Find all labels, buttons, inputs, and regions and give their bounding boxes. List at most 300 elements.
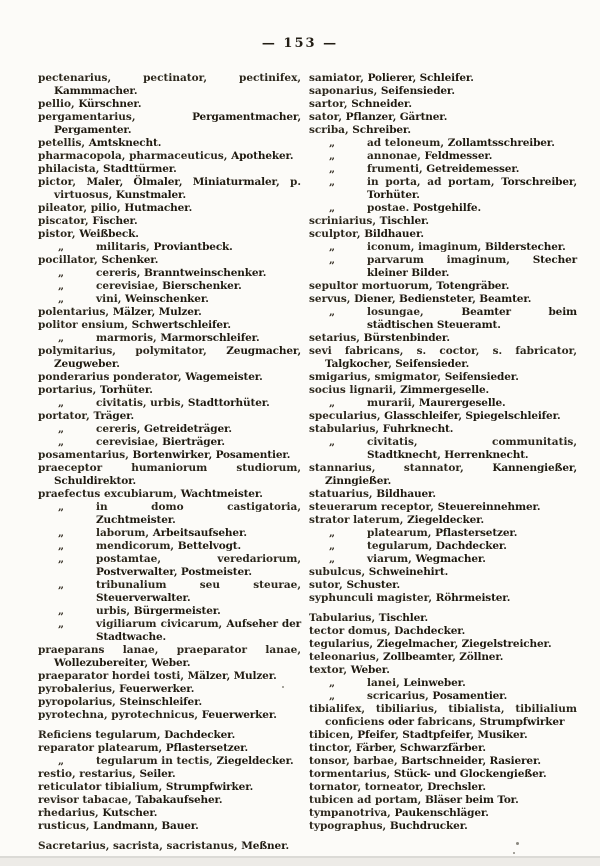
- latin-term: tegularum in tectis,: [96, 755, 217, 767]
- sub-entry-line: [309, 163, 577, 176]
- entry-line: [309, 703, 577, 729]
- ditto-mark: „: [58, 436, 65, 448]
- german-term: Bilderstecher.: [485, 241, 566, 253]
- ditto-mark: „: [329, 254, 336, 266]
- ditto-mark: „: [58, 280, 65, 292]
- entry-line: [38, 644, 301, 670]
- german-term: Polierer, Schleifer.: [367, 72, 474, 84]
- latin-term: pictor,: [38, 176, 87, 188]
- scan-speck: [513, 852, 515, 854]
- entry-line: [309, 371, 577, 384]
- latin-term: militaris,: [96, 241, 154, 253]
- german-term: Totengräber.: [436, 280, 510, 292]
- entry-line: [38, 176, 301, 202]
- entry-line: [309, 820, 577, 833]
- german-term: Stück- und Glockengießer.: [393, 768, 547, 780]
- latin-term: pellio,: [38, 98, 79, 110]
- german-term: Kammmacher.: [54, 85, 138, 97]
- ditto-mark: „: [329, 241, 336, 253]
- latin-term: reticulator tibialium,: [38, 781, 166, 793]
- german-term: Strumpfwirker.: [165, 781, 254, 793]
- entry-line: [38, 137, 301, 150]
- german-term: Torschreiber, Torhüter.: [367, 176, 577, 201]
- latin-term: tympanotriva,: [309, 807, 395, 819]
- entry-line: [309, 625, 577, 638]
- latin-term: tubicen ad portam,: [309, 794, 425, 806]
- sub-entry-line: [309, 436, 577, 462]
- sub-entry-line: [38, 293, 301, 306]
- entry-line: [309, 423, 577, 436]
- german-term: Zollbeamter, Zöllner.: [383, 651, 504, 663]
- latin-term: setarius,: [309, 332, 364, 344]
- sub-entry-line: [309, 137, 577, 150]
- entry-line: [38, 228, 301, 241]
- entry-line: [309, 98, 577, 111]
- section-gap: [38, 833, 301, 840]
- entry-line: [309, 514, 577, 527]
- ditto-mark: „: [329, 137, 336, 149]
- german-term: Dachdecker.: [435, 540, 507, 552]
- ditto-mark: „: [58, 553, 65, 565]
- entry-line: [38, 202, 301, 215]
- entry-line: [309, 410, 577, 423]
- ditto-mark: „: [58, 267, 65, 279]
- german-term: Getreideträger.: [144, 423, 232, 435]
- entry-line: [38, 807, 301, 820]
- latin-term: petellis,: [38, 137, 89, 149]
- latin-term: philacista,: [38, 163, 104, 175]
- entry-line: [309, 755, 577, 768]
- german-term: Steuerverwalter.: [96, 592, 191, 604]
- latin-term: stannarius, stannator,: [309, 462, 493, 474]
- latin-term: tibicen,: [309, 729, 358, 741]
- entry-line: [309, 592, 577, 605]
- german-term: Bortenwirker, Posamentier.: [132, 449, 291, 461]
- latin-term: pocillator,: [38, 254, 102, 266]
- german-term: Fuhrknecht.: [382, 423, 454, 435]
- sub-entry-line: [38, 755, 301, 768]
- german-term: Schreiber.: [352, 124, 411, 136]
- latin-term: cerevisiae,: [96, 280, 163, 292]
- entry-line: [38, 670, 301, 683]
- latin-term: saponarius,: [309, 85, 381, 97]
- latin-term: vini,: [96, 293, 126, 305]
- latin-term: steuerarum receptor,: [309, 501, 438, 513]
- latin-term: sculptor,: [309, 228, 365, 240]
- ditto-mark: „: [329, 306, 336, 318]
- latin-term: tector domus,: [309, 625, 395, 637]
- latin-term: urbis,: [96, 605, 134, 617]
- german-term: Bürgermeister.: [133, 605, 221, 617]
- latin-term: sator,: [309, 111, 346, 123]
- german-term: Branntweinschenker.: [144, 267, 267, 279]
- german-term: Pflastersetzer.: [165, 742, 249, 754]
- entry-line: [309, 72, 577, 85]
- german-term: Kunstmaler.: [115, 189, 186, 201]
- ditto-mark: „: [58, 241, 65, 253]
- german-term: Schneider.: [351, 98, 412, 110]
- entry-line: [309, 794, 577, 807]
- entry-line: [309, 462, 577, 488]
- entry-line: [309, 742, 577, 755]
- german-term: Glasschleifer, Spiegelschleifer.: [384, 410, 561, 422]
- german-term: Feuerwerker.: [119, 683, 195, 695]
- latin-term: parvarum imaginum,: [367, 254, 533, 266]
- entry-line: [309, 807, 577, 820]
- german-term: Bläser beim Tor.: [424, 794, 519, 806]
- german-term: Schwertschleifer.: [131, 319, 231, 331]
- latin-term: sevi fabricans, s. coctor, s. fabricator,: [309, 345, 577, 357]
- latin-term: polentarius,: [38, 306, 113, 318]
- ditto-mark: „: [58, 332, 65, 344]
- latin-term: typographus,: [309, 820, 390, 832]
- german-term: Stadttorhüter.: [187, 397, 270, 409]
- german-term: Posamentier.: [432, 690, 508, 702]
- scan-edge: [0, 856, 600, 866]
- german-term: Bürstenbinder.: [363, 332, 450, 344]
- entry-line: [309, 384, 577, 397]
- latin-term: in domo castigatoria,: [96, 501, 301, 513]
- german-term: Bettelvogt.: [177, 540, 241, 552]
- latin-term: platearum,: [367, 527, 436, 539]
- ditto-mark: „: [329, 163, 336, 175]
- sub-entry-line: [38, 618, 301, 644]
- german-term: Ziegeldecker.: [216, 755, 294, 767]
- latin-term: subulcus,: [309, 566, 369, 578]
- scan-speck: [516, 842, 519, 845]
- page-number: — 153 —: [261, 36, 339, 51]
- latin-term: pectenarius, pectinator, pectinifex,: [38, 72, 301, 84]
- german-term: Kutscher.: [102, 807, 158, 819]
- entry-line: [309, 111, 577, 124]
- latin-term: rhedarius,: [38, 807, 103, 819]
- entry-line: [38, 794, 301, 807]
- ditto-mark: „: [329, 436, 336, 448]
- latin-term: ponderarius ponderator,: [38, 371, 186, 383]
- latin-term: revisor tabacae,: [38, 794, 136, 806]
- entry-line: [309, 332, 577, 345]
- latin-term: specularius,: [309, 410, 385, 422]
- entry-line: [38, 488, 301, 501]
- latin-term: losungae,: [367, 306, 462, 318]
- sub-entry-line: [38, 540, 301, 553]
- latin-term: tegularum,: [367, 540, 436, 552]
- german-term: Färber, Schwarzfärber.: [355, 742, 486, 754]
- entry-line: [38, 215, 301, 228]
- sub-entry-line: [38, 527, 301, 540]
- sub-entry-line: [309, 540, 577, 553]
- entry-line: [38, 840, 301, 853]
- latin-term: in porta, ad portam,: [367, 176, 502, 188]
- entry-line: [38, 72, 301, 98]
- german-term: Bierschenker.: [162, 280, 242, 292]
- latin-term: sepultor mortuorum,: [309, 280, 437, 292]
- entry-line: [38, 462, 301, 488]
- german-term: Wagemeister.: [185, 371, 263, 383]
- sub-entry-line: [38, 553, 301, 579]
- latin-term: posamentarius,: [38, 449, 133, 461]
- german-term: Strumpfwirker: [479, 716, 565, 728]
- german-term: Maurergeselle.: [418, 397, 506, 409]
- entry-line: [309, 612, 577, 625]
- sub-entry-line: [38, 579, 301, 605]
- latin-term: pharmacopola, pharmaceuticus,: [38, 150, 232, 162]
- latin-term: restio, restarius,: [38, 768, 140, 780]
- german-term: Stecher kleiner Bilder.: [367, 254, 577, 279]
- german-term: Ziegeldecker.: [407, 514, 485, 526]
- entry-line: [38, 254, 301, 267]
- german-term: Paukenschläger.: [394, 807, 489, 819]
- german-term: Seifensieder.: [380, 85, 455, 97]
- german-term: Fischer.: [92, 215, 138, 227]
- latin-term: civitatis, urbis,: [96, 397, 188, 409]
- latin-term: iconum, imaginum,: [367, 241, 485, 253]
- german-term: Bierträger.: [162, 436, 225, 448]
- entry-line: [38, 98, 301, 111]
- german-term: Feldmesser.: [424, 150, 493, 162]
- latin-term: tibialifex, tibiliarius, tibialista, tibilialium conficiens: [309, 703, 577, 728]
- sub-entry-line: [309, 241, 577, 254]
- latin-term: socius lignarii,: [309, 384, 401, 396]
- ditto-mark: „: [58, 293, 65, 305]
- ditto-mark: „: [329, 527, 336, 539]
- german-term: Dachdecker.: [164, 729, 236, 741]
- latin-term: tonsor, barbae,: [309, 755, 402, 767]
- latin-term: Tabularius,: [309, 612, 379, 624]
- latin-term: praeceptor humaniorum studiorum,: [38, 462, 301, 474]
- german-term: Marmorschleifer.: [160, 332, 260, 344]
- ditto-mark: „: [329, 202, 336, 214]
- german-term: Seiler.: [139, 768, 176, 780]
- column-left: [38, 72, 301, 853]
- german-term: Buchdrucker.: [389, 820, 468, 832]
- german-term: Leinweber.: [403, 677, 466, 689]
- german-term: Ziegelmacher, Ziegelstreicher.: [376, 638, 552, 650]
- ditto-mark: „: [58, 618, 65, 630]
- german-term: Schuster.: [346, 579, 401, 591]
- german-term: Amtsknecht.: [88, 137, 162, 149]
- entry-line: [309, 345, 577, 371]
- ditto-mark: „: [58, 605, 65, 617]
- latin-term: murarii,: [367, 397, 419, 409]
- ditto-mark: „: [58, 423, 65, 435]
- sub-entry-line: [309, 677, 577, 690]
- german-term: Beamter beim städtischen Steueramt.: [367, 306, 578, 331]
- german-term: Tischler.: [378, 612, 429, 624]
- german-term: Pergamentmacher, Pergamenter.: [54, 111, 301, 136]
- sub-entry-line: [38, 423, 301, 436]
- latin-term: ad teloneum,: [367, 137, 448, 149]
- latin-term: pistor,: [38, 228, 80, 240]
- latin-term: servus,: [309, 293, 355, 305]
- latin-term: civitatis, communitatis,: [367, 436, 577, 448]
- german-term: Zeugmacher, Zeugweber.: [54, 345, 301, 370]
- german-term: Mälzer, Mulzer.: [112, 306, 202, 318]
- latin-term: textor,: [309, 664, 351, 676]
- sub-entry-line: [309, 306, 577, 332]
- german-term: Hutmacher.: [124, 202, 193, 214]
- latin-term: teleonarius,: [309, 651, 384, 663]
- latin-term: frumenti,: [367, 163, 427, 175]
- german-term: Schuldirektor.: [54, 475, 137, 487]
- sub-entry-line: [38, 397, 301, 410]
- german-term: Arbeitsaufseher.: [152, 527, 247, 539]
- latin-term: syphunculi magister,: [309, 592, 436, 604]
- latin-term: tribunalium seu steurae,: [96, 579, 301, 591]
- entry-line: [38, 729, 301, 742]
- latin-term: portator,: [38, 410, 94, 422]
- latin-term: pileator, pilio,: [38, 202, 125, 214]
- german-term: Proviantbeck.: [153, 241, 233, 253]
- sub-entry-line: [38, 501, 301, 527]
- latin-term: stabularius,: [309, 423, 383, 435]
- german-term: oder: [387, 716, 418, 728]
- entry-line: [38, 683, 301, 696]
- entry-line: [309, 651, 577, 664]
- latin-term: sutor,: [309, 579, 347, 591]
- german-term: Wollezubereiter, Weber.: [54, 657, 191, 669]
- entry-line: [38, 163, 301, 176]
- entry-line: [309, 488, 577, 501]
- german-term: Röhrmeister.: [435, 592, 511, 604]
- ditto-mark: „: [329, 397, 336, 409]
- german-term: Steuereinnehmer.: [437, 501, 541, 513]
- sub-entry-line: [309, 202, 577, 215]
- latin-term: laborum,: [96, 527, 153, 539]
- sub-entry-line: [38, 267, 301, 280]
- sub-entry-line: [309, 397, 577, 410]
- latin-term: annonae,: [367, 150, 425, 162]
- sub-entry-line: [309, 150, 577, 163]
- german-term: Pfeifer, Stadtpfeifer, Musiker.: [357, 729, 528, 741]
- german-term: Seifensieder.: [444, 371, 519, 383]
- german-term: Zimmergeselle.: [400, 384, 489, 396]
- latin-term: pyrobalerius,: [38, 683, 120, 695]
- entry-line: [309, 638, 577, 651]
- sub-entry-line: [309, 527, 577, 540]
- ditto-mark: „: [58, 501, 65, 513]
- latin-term: portarius,: [38, 384, 100, 396]
- section-gap: [38, 722, 301, 729]
- german-term: Feuerwerker.: [201, 709, 277, 721]
- latin-term: fabricans,: [417, 716, 480, 728]
- german-term: Kannengießer, Zinngießer.: [325, 462, 577, 487]
- section-gap: [309, 605, 577, 612]
- german-term: Pflanzer, Gärtner.: [345, 111, 448, 123]
- german-term: Bildhauer.: [376, 488, 436, 500]
- entry-line: [309, 228, 577, 241]
- latin-term: viarum,: [367, 553, 416, 565]
- latin-term: praeparans lanae, praeparator lanae,: [38, 644, 301, 656]
- ditto-mark: „: [58, 755, 65, 767]
- german-term: Torhüter.: [99, 384, 153, 396]
- latin-term: scricarius,: [367, 690, 433, 702]
- latin-term: pyropolarius,: [38, 696, 120, 708]
- german-term: Meßner.: [241, 840, 289, 852]
- german-term: Diener, Bediensteter, Beamter.: [354, 293, 532, 305]
- entry-line: [38, 696, 301, 709]
- entry-line: [309, 579, 577, 592]
- latin-term: pyrotechna, pyrotechnicus,: [38, 709, 202, 721]
- sub-entry-line: [309, 176, 577, 202]
- latin-term: polymitarius, polymitator,: [38, 345, 227, 357]
- ditto-mark: „: [58, 579, 65, 591]
- entry-line: [38, 410, 301, 423]
- entry-line: [38, 820, 301, 833]
- entry-line: [309, 293, 577, 306]
- entry-line: [309, 729, 577, 742]
- german-term: Steinschleifer.: [119, 696, 203, 708]
- german-term: Weber.: [350, 664, 390, 676]
- entry-line: [38, 150, 301, 163]
- entry-line: [309, 781, 577, 794]
- german-term: Getreidemesser.: [426, 163, 520, 175]
- sub-entry-line: [38, 280, 301, 293]
- ditto-mark: „: [329, 553, 336, 565]
- entry-line: [309, 664, 577, 677]
- entry-line: [38, 768, 301, 781]
- german-term: Pflastersetzer.: [435, 527, 518, 539]
- ditto-mark: „: [329, 176, 336, 188]
- entry-line: [38, 345, 301, 371]
- entry-line: [38, 306, 301, 319]
- latin-term: tornator, torneator,: [309, 781, 428, 793]
- entry-line: [38, 781, 301, 794]
- german-term: Weinschenker.: [125, 293, 209, 305]
- german-term: Bildhauer.: [364, 228, 424, 240]
- latin-term: marmoris,: [96, 332, 161, 344]
- german-term: Aufseher der Stadtwache.: [96, 618, 301, 643]
- column-right: [309, 72, 577, 833]
- latin-term: statuarius,: [309, 488, 377, 500]
- latin-term: scriba,: [309, 124, 353, 136]
- sub-entry-line: [309, 690, 577, 703]
- latin-term: samiator,: [309, 72, 368, 84]
- entry-line: [309, 85, 577, 98]
- latin-term: mendicorum,: [96, 540, 178, 552]
- latin-term: sartor,: [309, 98, 352, 110]
- latin-term: cerevisiae,: [96, 436, 163, 448]
- latin-term: reparator platearum,: [38, 742, 166, 754]
- entry-line: [38, 742, 301, 755]
- latin-term: praefectus excubiarum,: [38, 488, 181, 500]
- latin-term: politor ensium,: [38, 319, 132, 331]
- sub-entry-line: [38, 241, 301, 254]
- german-term: Mälzer, Mulzer.: [187, 670, 277, 682]
- latin-term: piscator,: [38, 215, 93, 227]
- entry-line: [38, 111, 301, 137]
- latin-term: smigarius, smigmator,: [309, 371, 445, 383]
- german-term: Drechsler.: [427, 781, 486, 793]
- german-term: Stadttürmer.: [103, 163, 177, 175]
- german-term: Tischler.: [379, 215, 429, 227]
- entry-line: [309, 501, 577, 514]
- ditto-mark: „: [58, 397, 65, 409]
- german-term: Apotheker.: [231, 150, 294, 162]
- entry-line: [309, 215, 577, 228]
- german-term: Postverwalter, Postmeister.: [96, 566, 252, 578]
- german-term: Tabakaufseher.: [135, 794, 223, 806]
- ditto-mark: „: [329, 540, 336, 552]
- german-term: Wachtmeister.: [180, 488, 263, 500]
- german-term: Bartschneider, Rasierer.: [401, 755, 541, 767]
- latin-term: pergamentarius,: [38, 111, 193, 123]
- entry-line: [309, 280, 577, 293]
- latin-term: cereris,: [96, 423, 145, 435]
- ditto-mark: „: [329, 690, 336, 702]
- latin-term: cereris,: [96, 267, 145, 279]
- sub-entry-line: [309, 254, 577, 280]
